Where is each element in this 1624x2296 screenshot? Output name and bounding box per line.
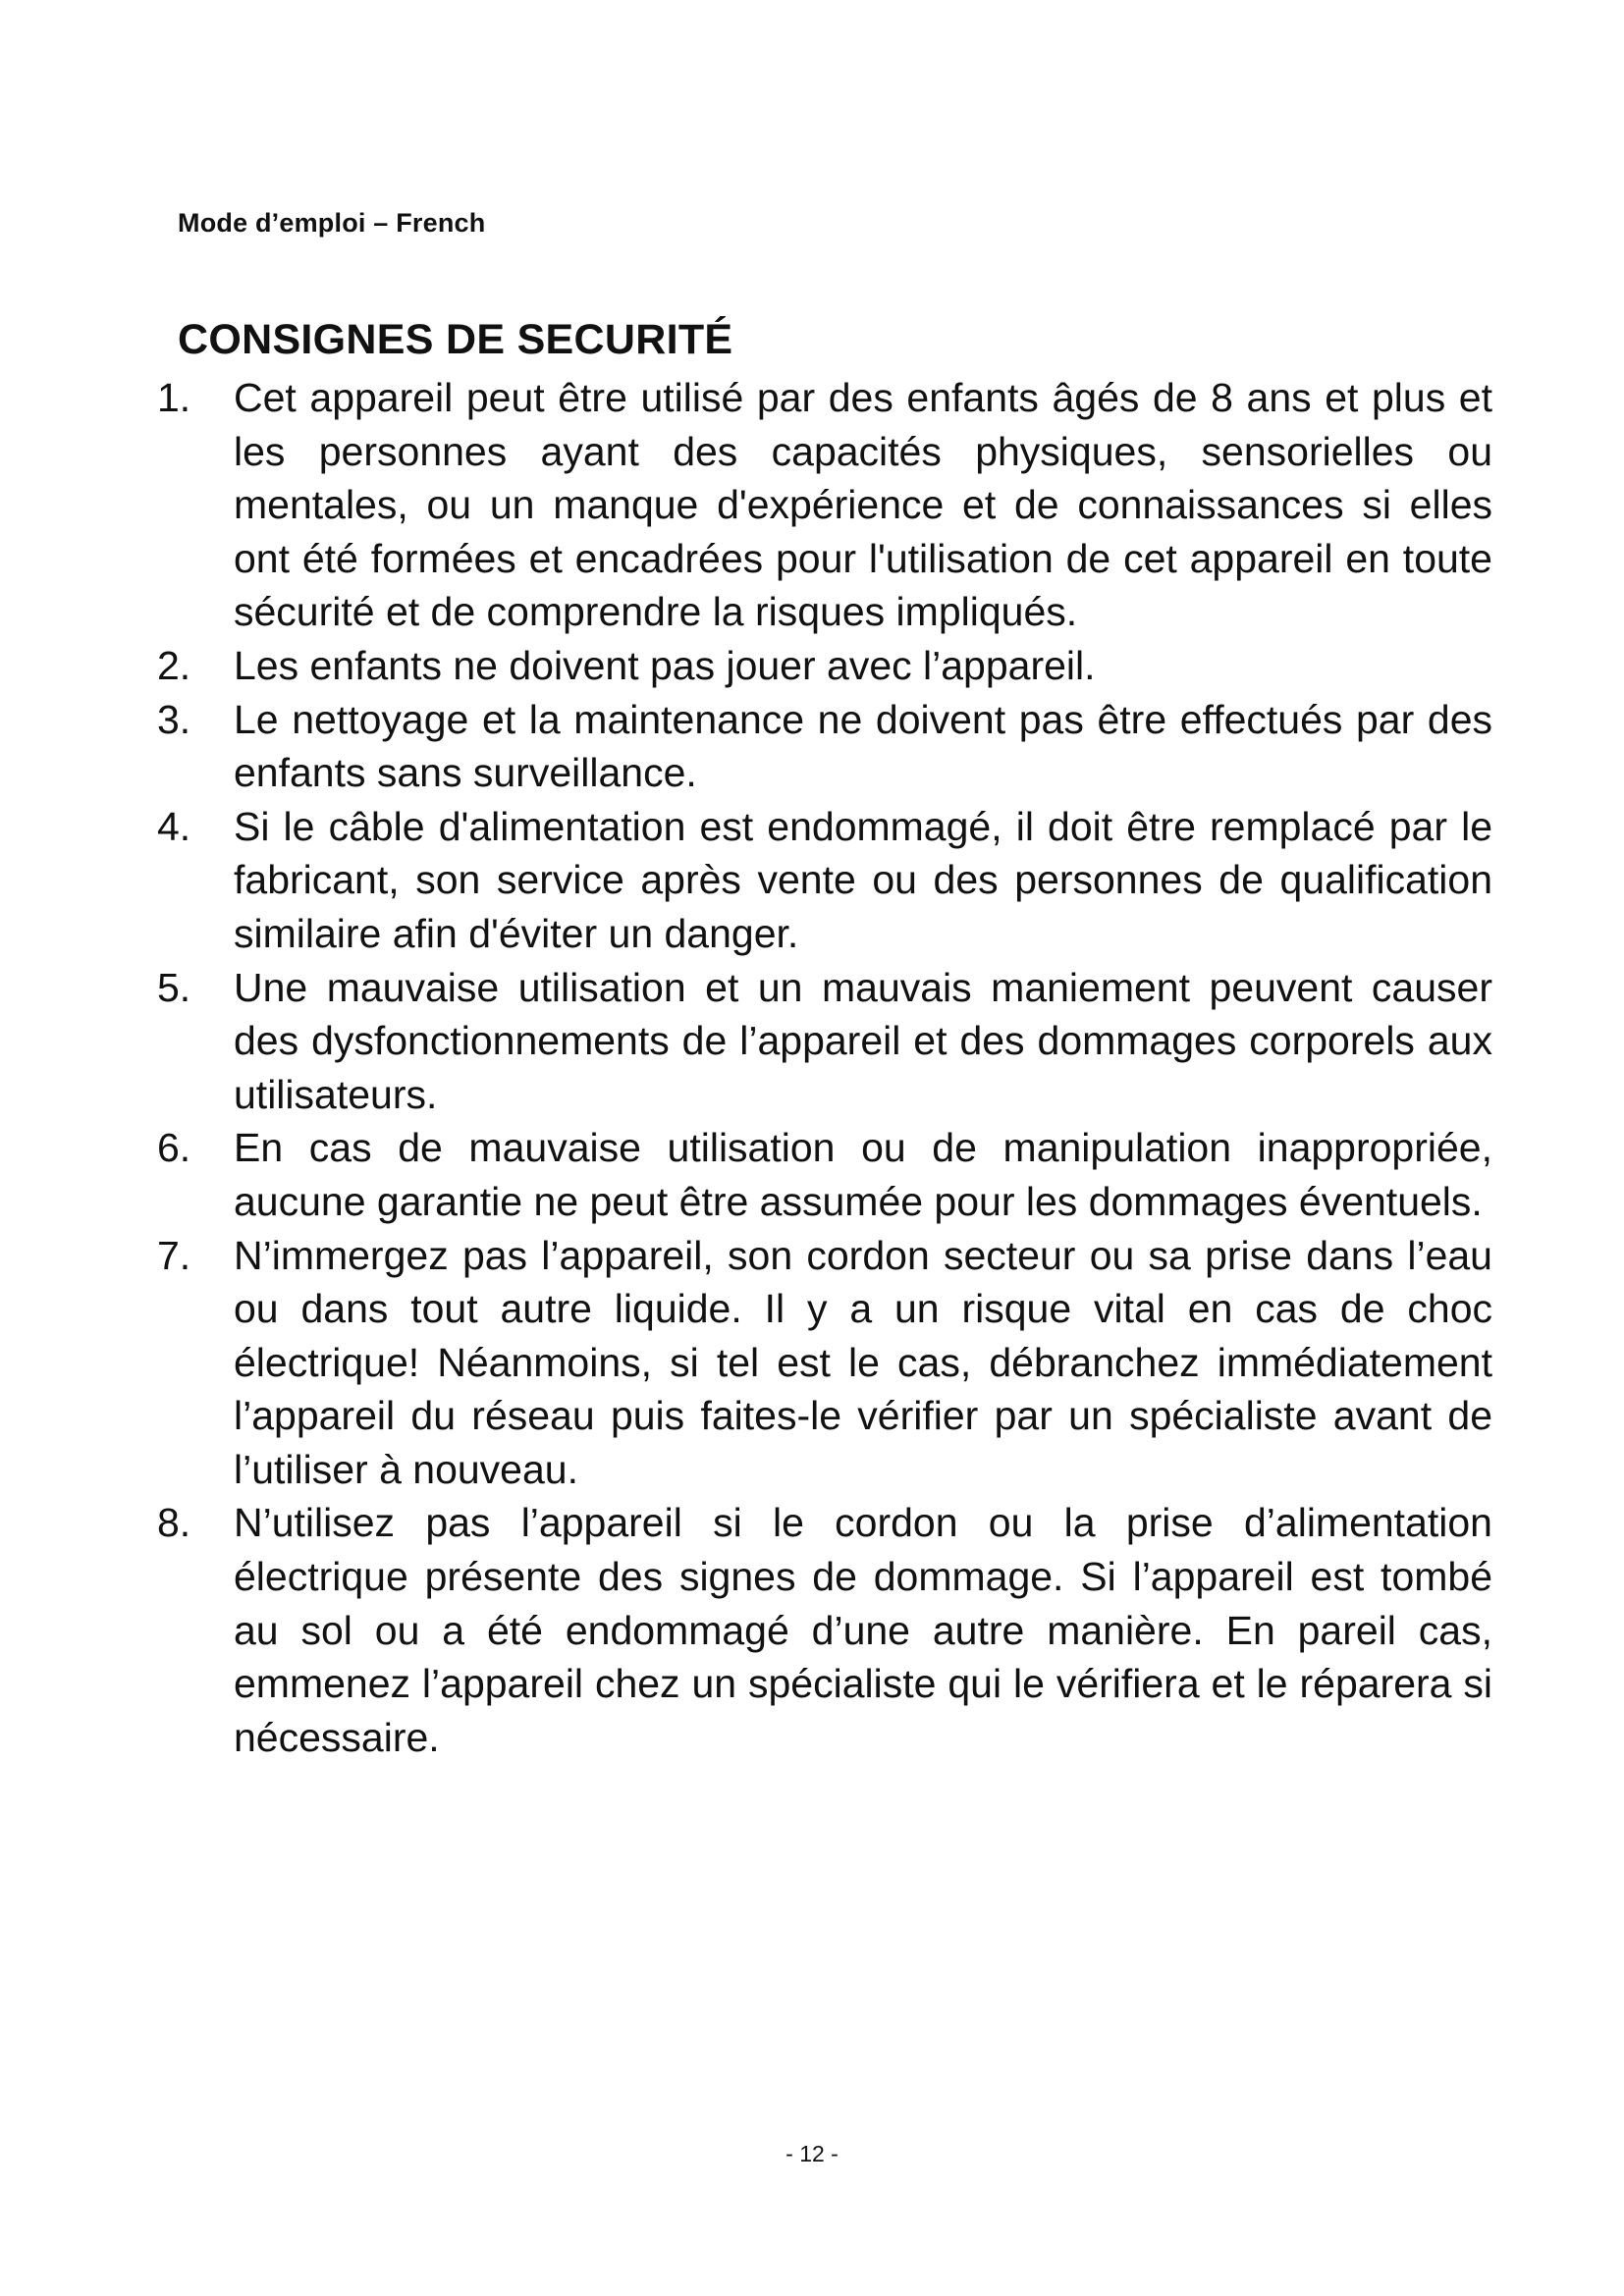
item-text: Cet appareil peut être utilisé par des enfants âgés de 8 ans et plus et les personnes ayant des capacités physiques, sensorielles ou mentales, ou un manque d'expérience et de connaissances si elles ont été formées et encadrées pour l'utilisation de cet appareil en toute sécurité et de comprendre la risques impliqués. [234,375,1492,635]
item-text: N’utilisez pas l’appareil si le cordon ou la prise d’alimentation électrique présente des signes de dommage. Si l’appareil est tombé au sol ou a été endommagé d’une autre manière. En pareil cas, emmenez l’appareil chez un spécialiste qui le vérifiera et le réparera si nécessaire. [234,1500,1492,1760]
item-text: Les enfants ne doivent pas jouer avec l’appareil. [234,642,1096,688]
list-item [157,1121,1492,1228]
item-number: 7. [157,1232,191,1278]
item-number: 4. [157,803,191,849]
item-text: Une mauvaise utilisation et un mauvais maniement peuvent causer des dysfonctionnements de l’appareil et des dommages corporels aux utilisateurs. [234,964,1492,1117]
page-number: - 12 - [785,2141,839,2166]
item-text: Le nettoyage et la maintenance ne doivent pas être effectués par des enfants sans surveillance. [234,696,1492,796]
list-item [157,961,1492,1122]
item-text: Si le câble d'alimentation est endommagé, il doit être remplacé par le fabricant, son service après vente ou des personnes de qualification similaire afin d'éviter un danger. [234,803,1492,956]
list-item [157,1229,1492,1497]
list-item [157,693,1492,800]
item-text: En cas de mauvaise utilisation ou de manipulation inappropriée, aucune garantie ne peut être assumée pour les dommages éventuels. [234,1125,1492,1224]
section-title: CONSIGNES DE SECURITÉ [178,316,733,363]
list-item [157,1496,1492,1764]
item-number: 1. [157,375,191,420]
item-text: N’immergez pas l’appareil, son cordon secteur ou sa prise dans l’eau ou dans tout autre liquide. Il y a un risque vital en cas de choc électrique! Néanmoins, si tel est le cas, débranchez immédiatement l’appareil du réseau puis faites-le vérifier par un spécialiste avant de l’utiliser à nouveau. [234,1232,1492,1492]
item-number: 3. [157,696,191,742]
list-item [157,639,1492,693]
document-header: Mode d’emploi – French [178,208,486,238]
item-number: 2. [157,642,191,688]
list-item [157,371,1492,639]
list-item [157,800,1492,961]
item-number: 8. [157,1500,191,1546]
safety-instructions-list [157,371,1492,1764]
item-number: 5. [157,964,191,1010]
item-number: 6. [157,1125,191,1171]
